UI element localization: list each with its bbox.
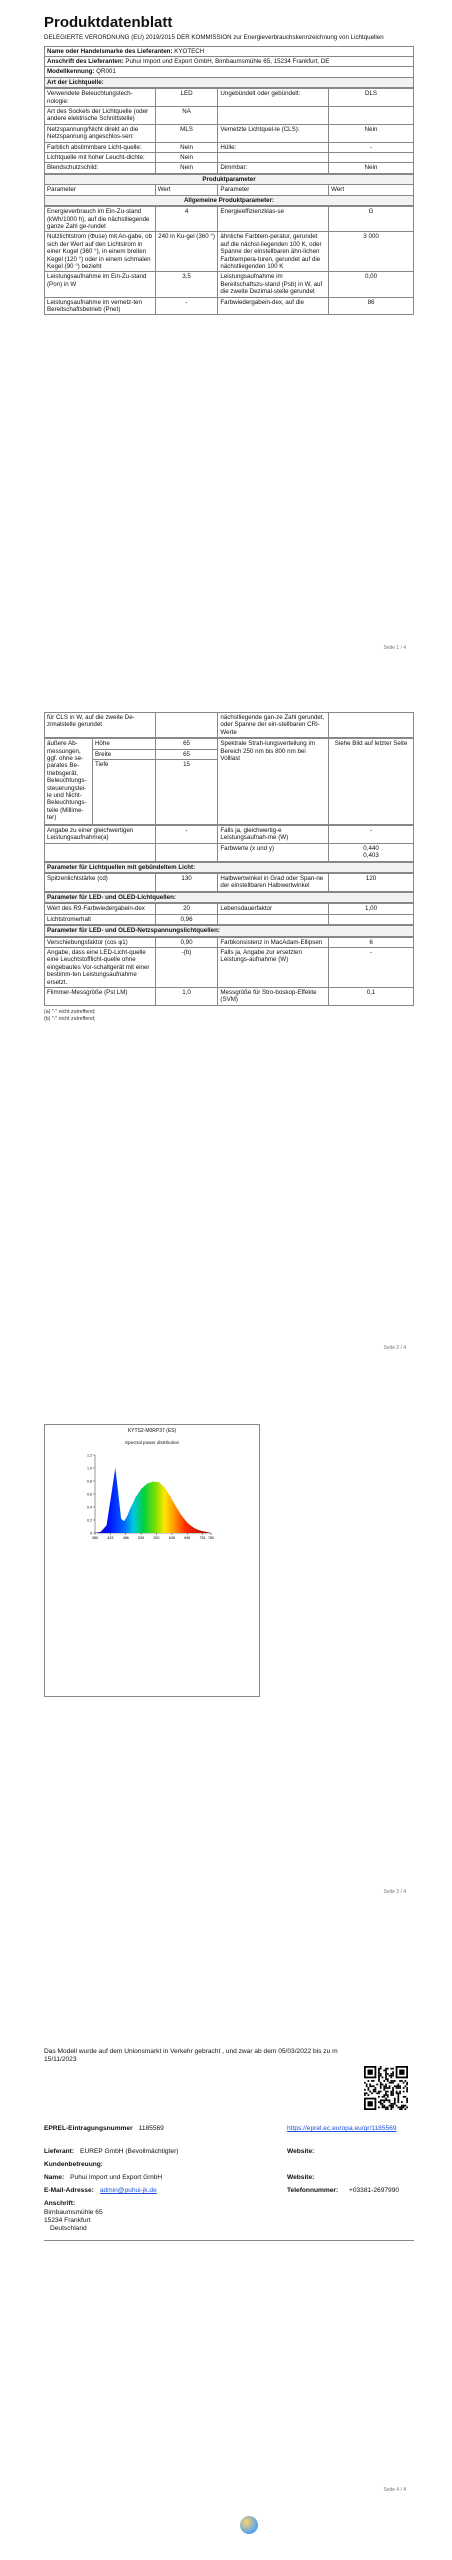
mains-cell: -(b) xyxy=(155,947,218,987)
y-tick-label: 0.4 xyxy=(87,1505,92,1510)
general-cell: 3,5 xyxy=(155,272,218,297)
equiv-cell: Angabe zu einer gleichwertigen Leistungsaufnahme(a) xyxy=(45,826,156,844)
page-2 xyxy=(44,712,414,1023)
mains-section-header: Parameter für LED- und OLED-Netzspannungslichtquellen: xyxy=(45,926,414,936)
chart-subtitle: Spectral power distribution xyxy=(124,1440,180,1445)
oled-cell: Wert des R9-Farbwiedergabein-dex xyxy=(45,904,156,914)
mains-cell: Messgröße für Stro-boskop-Effekte (SVM) xyxy=(218,987,329,1005)
email-label: E-Mail-Adresse: xyxy=(44,2187,94,2194)
general-table xyxy=(44,206,414,315)
general-cell: - xyxy=(155,297,218,315)
general-row xyxy=(45,297,414,315)
mains-cell: 6 xyxy=(329,937,414,947)
equiv-table xyxy=(44,825,414,862)
spectrum-point xyxy=(130,1509,131,1510)
mains-cell: 0,90 xyxy=(155,937,218,947)
type-cell: Dimmbar: xyxy=(218,163,329,173)
type-cell: DLS xyxy=(329,89,414,107)
name-label: Name: xyxy=(44,2174,65,2181)
dim-height-label: Höhe xyxy=(92,739,155,749)
type-cell: Nein xyxy=(329,124,414,142)
type-cell: Nein xyxy=(155,163,218,173)
spectrum-point xyxy=(127,1517,128,1518)
x-tick-label: 698 xyxy=(184,1536,191,1540)
spectrum-point xyxy=(135,1497,136,1498)
general-cell: Energieverbrauch im Ein-Zu-stand (kWh/1000 h), auf die nächstliegende ganze Zahl ge-rundet xyxy=(45,207,156,232)
cont-param1: für CLS in W, auf die zweite De-zimalstelle gerundet xyxy=(45,713,156,738)
spectrum-chart xyxy=(45,1449,259,1549)
x-tick-label: 380 xyxy=(92,1536,98,1540)
general-cell: 0,00 xyxy=(329,272,414,297)
general-cell: 86 xyxy=(329,297,414,315)
eprel-label: EPREL-Eintragungsnummer xyxy=(44,2125,133,2132)
y-tick-label: 1.0 xyxy=(87,1466,92,1471)
equiv-cell: Farbwerte (x und y) xyxy=(218,843,329,861)
general-row xyxy=(45,207,414,232)
address-value: Puhui Import und Export GmbH, Birnbaumsmühle 65, 15234 Frankfurt, DE xyxy=(125,58,330,65)
page-number-3: Seite 3 / 4 xyxy=(383,1889,406,1895)
address-line-1: Birnbaumsmühle 65 xyxy=(44,2209,103,2216)
page-1 xyxy=(44,14,414,315)
mains-row xyxy=(45,987,414,1005)
equiv-cell: 0,440 0,403 xyxy=(329,843,414,861)
type-cell xyxy=(218,107,329,125)
general-row xyxy=(45,232,414,272)
x-tick-label: 645 xyxy=(168,1536,175,1540)
type-section-header: Art der Lichtquelle: xyxy=(45,77,414,87)
mains-cell: Flimmer-Messgröße (Pst LM) xyxy=(45,987,156,1005)
type-cell: Vernetzte Lichtquel-le (CLS): xyxy=(218,124,329,142)
type-cell: Blendschutzschild: xyxy=(45,163,156,173)
oled-cell xyxy=(329,914,414,924)
customer-service-label: Kundenbetreuung: xyxy=(44,2161,103,2168)
market-notice: Das Modell wurde auf dem Unionsmarkt in Verkehr gebracht , und zwar ab dem 05/03/2022 bis zu m 15/11/2023 xyxy=(44,2048,338,2064)
mains-cell: - xyxy=(329,947,414,987)
spectrum-area xyxy=(95,1468,211,1533)
oled-table xyxy=(44,892,414,903)
y-tick-label: 1.2 xyxy=(87,1453,92,1458)
oled-rows xyxy=(44,903,414,925)
regulation-subtitle: DELEGIERTE VERORDNUNG (EU) 2019/2015 DER KOMMISSION zur Energieverbrauchskennzeichnung von Lichtquellen xyxy=(44,34,384,41)
supplier-table xyxy=(44,46,414,89)
chart-top-title: KYTS2-M0RP37 (ES) xyxy=(127,1428,177,1434)
dim-width-label: Breite xyxy=(92,749,155,759)
equiv-cell xyxy=(155,843,218,861)
equiv-cell xyxy=(45,843,156,861)
mains-row xyxy=(45,937,414,947)
general-cell: Leistungsaufnahme im vernetz-ten Bereitschaftsbetrieb (Pnet) xyxy=(45,297,156,315)
eprel-info xyxy=(44,2125,414,2241)
equiv-row xyxy=(45,826,414,844)
name-value: Puhui Import und Export GmbH xyxy=(70,2174,163,2181)
eprel-number: 1185569 xyxy=(138,2125,164,2132)
mains-cell: Farbkonsistenz in MacAdam-Ellipsen xyxy=(218,937,329,947)
spectrum-point xyxy=(205,1531,206,1532)
general-cell: 3 000 xyxy=(329,232,414,272)
directional-rows xyxy=(44,873,414,892)
type-cell xyxy=(218,153,329,163)
spectrum-point xyxy=(159,1482,160,1483)
type-cell: - xyxy=(329,142,414,152)
phone-label: Telefonnummer: xyxy=(287,2187,339,2194)
params-table xyxy=(44,174,414,206)
spectrum-point xyxy=(101,1531,102,1532)
general-cell: Farbwiedergabein-dex, auf die xyxy=(218,297,329,315)
spectrum-chart-box xyxy=(44,1424,260,1697)
spectrum-point xyxy=(95,1533,96,1534)
mains-cell: Angabe, dass eine LED-Licht-quelle eine Leuchtstofflicht-quelle ohne eingebautes Vor-schaltgerät mit einer bestimm-ten Leistungsaufnahme ersetzt. xyxy=(45,947,156,987)
model-label: Modellkennung: xyxy=(47,68,95,76)
mains-cell: Falls ja, Angabe zur ersetzten Leistungs-aufnahme (W) xyxy=(218,947,329,987)
params-header-value2: Wert xyxy=(329,185,414,195)
spectrum-point xyxy=(182,1516,183,1517)
page-number-1: Seite 1 / 4 xyxy=(383,645,406,651)
footnote-b: (b) "-" nicht zutreffend; xyxy=(44,1015,96,1022)
general-cell: Nutzlichtstrom (Φuse) mit An-gabe, ob sich der Wert auf den Lichtstrom in einer Kugel (360 °), in einem breiten Kegel (120 °) oder in einem schmalen Kegel (90 °) bezieht xyxy=(45,232,156,272)
type-cell: LED xyxy=(155,89,218,107)
page-4 xyxy=(44,2048,414,2064)
x-tick-label: 780 xyxy=(208,1536,214,1540)
cont-value2 xyxy=(329,713,414,738)
type-row xyxy=(45,163,414,173)
oled-cell: 1,00 xyxy=(329,904,414,914)
x-tick-label: 433 xyxy=(107,1536,114,1540)
mains-table xyxy=(44,925,414,936)
y-tick-label: 0.6 xyxy=(87,1492,92,1497)
type-cell xyxy=(329,153,414,163)
equiv-cell: - xyxy=(329,826,414,844)
x-tick-label: 486 xyxy=(122,1536,129,1540)
y-tick-label: 0.8 xyxy=(87,1479,92,1484)
directional-row xyxy=(45,874,414,892)
supplier-label-p4: Lieferant: xyxy=(44,2148,75,2155)
directional-cell: 130 xyxy=(155,874,218,892)
y-tick-label: 0 xyxy=(90,1531,92,1536)
type-row xyxy=(45,142,414,152)
cont-value1 xyxy=(155,713,218,738)
type-row xyxy=(45,124,414,142)
general-cell: ähnliche Farbtem-peratur, gerundet auf die nächst-liegenden 100 K, oder Spanne der einstellbaren ähn-lichen Farbtempera-turen, gerundet auf die nächstliegenden 100 K xyxy=(218,232,329,272)
email-link[interactable]: admin@puhui-jk.de xyxy=(99,2187,157,2194)
oled-section-header: Parameter für LED- und OLED-Lichtquellen: xyxy=(45,892,414,902)
params-header-value1: Wert xyxy=(155,185,218,195)
type-row xyxy=(45,153,414,163)
type-cell xyxy=(329,107,414,125)
mains-row xyxy=(45,947,414,987)
general-cell: G xyxy=(329,207,414,232)
params-header-param1: Parameter xyxy=(45,185,156,195)
spectrum-point xyxy=(153,1481,154,1482)
footnote-a: (a) "-" nicht zutreffend; xyxy=(44,1008,96,1015)
directional-table xyxy=(44,862,414,873)
type-cell: Netzspannung/Nicht direkt an die Netzspannung angeschlos-sen: xyxy=(45,124,156,142)
equiv-cell: - xyxy=(155,826,218,844)
oled-row xyxy=(45,914,414,924)
type-cell: Verwendete Beleuchtungstech-nologie: xyxy=(45,89,156,107)
directional-cell: Halbwertwinkel in Grad oder Span-ne der einstellbaren Halbwertwinkel xyxy=(218,874,329,892)
spectral-label: Spektrale Strah-lungsverteilung im Bereich 250 nm bis 800 nm bei Volllast xyxy=(218,739,329,825)
dims-label: äußere Ab-messungen, ggf. ohne se-parates Be-triebsgerät, Beleuchtungs-steuerungstei-le und Nicht-Beleuchtungs-teile (Millime-ter) xyxy=(45,739,93,825)
spectrum-point xyxy=(188,1523,189,1524)
address-label-p4: Anschrift: xyxy=(44,2200,76,2207)
mains-cell: Verschiebungsfaktor (cos φ1) xyxy=(45,937,156,947)
type-cell: Art des Sockels der Lichtquelle (oder andere elektrische Schnittstelle) xyxy=(45,107,156,125)
address-label: Anschrift des Lieferanten: xyxy=(47,58,124,65)
oled-cell: Lebensdauerfaktor xyxy=(218,904,329,914)
type-cell: Hülle: xyxy=(218,142,329,152)
equiv-row xyxy=(45,843,414,861)
dim-depth-value: 15 xyxy=(155,760,218,825)
divider xyxy=(44,2240,414,2241)
spectral-value: Siehe Bild auf letzter Seite xyxy=(329,739,414,825)
directional-cell: Spitzenlichtstärke (cd) xyxy=(45,874,156,892)
type-cell: Nein xyxy=(155,153,218,163)
supplier-label: Name oder Handelsmarke des Lieferanten: xyxy=(47,47,173,55)
spectrum-point xyxy=(106,1525,107,1526)
spectrum-point xyxy=(115,1468,116,1469)
type-cell: MLS xyxy=(155,124,218,142)
phone-value: +03381-2697990 xyxy=(349,2187,400,2194)
address-line-2: 15234 Frankfurt xyxy=(44,2217,91,2225)
eprel-link[interactable]: https://eprel.ec.europa.eu/qr/1185569 xyxy=(287,2125,397,2132)
spectrum-point xyxy=(211,1533,212,1534)
spectrum-point xyxy=(176,1507,177,1508)
oled-cell: Lichtstromerhalt xyxy=(45,914,156,924)
oled-cell: 20 xyxy=(155,904,218,914)
watermark-logo-icon xyxy=(240,2516,258,2534)
dim-height-value: 65 xyxy=(155,739,218,749)
supplier-value-p4: EUREP GmbH (Bevollmächtigter) xyxy=(80,2148,179,2155)
type-row xyxy=(45,89,414,107)
general-cell: Leistungsaufnahme im Ein-Zu-stand (Pon) in W xyxy=(45,272,156,297)
address-line-3: Deutschland xyxy=(50,2225,87,2233)
directional-cell: 120 xyxy=(329,874,414,892)
type-cell: Nein xyxy=(329,163,414,173)
equiv-cell: Falls ja, gleichwertig-e Leistungsaufnah-me (W) xyxy=(218,826,329,844)
type-cell: Nein xyxy=(155,142,218,152)
page-number-2: Seite 2 / 4 xyxy=(383,1345,406,1351)
type-cell: NA xyxy=(155,107,218,125)
dim-depth-label: Tiefe xyxy=(92,760,155,825)
params-section-header: Produktparameter xyxy=(45,174,414,184)
type-cell: Farblich abstimmbare Licht-quelle: xyxy=(45,142,156,152)
supplier-value: KYOTECH xyxy=(174,47,205,55)
qr-code-icon xyxy=(364,2066,408,2110)
website-label: Website: xyxy=(287,2148,315,2155)
spectrum-point xyxy=(199,1530,200,1531)
type-cell: Ungebündelt oder gebündelt: xyxy=(218,89,329,107)
general-cell: Energieeffizienzklas-se xyxy=(218,207,329,232)
x-tick-label: 539 xyxy=(138,1536,145,1540)
y-tick-label: 0.2 xyxy=(87,1518,92,1523)
oled-cell: 0,96 xyxy=(155,914,218,924)
spectrum-point xyxy=(121,1518,122,1519)
general-cell: 4 xyxy=(155,207,218,232)
dimensions-table xyxy=(44,738,414,825)
general-cell: Leistungsaufnahme im Bereitschaftszu-stand (Psb) in W, auf die zweite Dezimal-stelle gerundet xyxy=(218,272,329,297)
spectrum-point xyxy=(170,1496,171,1497)
oled-row xyxy=(45,904,414,914)
type-row xyxy=(45,107,414,125)
oled-cell xyxy=(218,914,329,924)
mains-cell: 0,1 xyxy=(329,987,414,1005)
general-cell: 240 in Ku-gel (360 °) xyxy=(155,232,218,272)
params-header-param2: Parameter xyxy=(218,185,329,195)
directional-section-header: Parameter für Lichtquellen mit gebündeltem Licht: xyxy=(45,862,414,872)
mains-cell: 1,0 xyxy=(155,987,218,1005)
spectrum-point xyxy=(147,1483,148,1484)
page-number-4: Seite 4 / 4 xyxy=(383,2487,406,2493)
cont-param2: nächstliegende gan-ze Zahl gerundet, oder Spanne der ein-stellbaren CRI-Werte xyxy=(218,713,329,738)
spectrum-point xyxy=(141,1489,142,1490)
model-value: QR001 xyxy=(96,68,116,76)
dim-width-value: 65 xyxy=(155,749,218,759)
spectrum-point xyxy=(118,1492,119,1493)
spectrum-point xyxy=(193,1528,194,1529)
general-section-header: Allgemeine Produktparameter: xyxy=(45,195,414,205)
mains-rows xyxy=(44,937,414,1006)
spectrum-point xyxy=(112,1487,113,1488)
document-title: Produktdatenblatt xyxy=(44,14,173,31)
type-cell: Lichtquelle mit hoher Leucht-dichte: xyxy=(45,153,156,163)
website2-label: Website: xyxy=(287,2174,315,2181)
x-tick-label: 751 xyxy=(199,1536,206,1540)
spectrum-point xyxy=(124,1521,125,1522)
continuation-table xyxy=(44,712,414,738)
spectrum-point xyxy=(164,1487,165,1488)
general-row xyxy=(45,272,414,297)
type-table xyxy=(44,88,414,174)
x-tick-label: 592 xyxy=(153,1536,160,1540)
